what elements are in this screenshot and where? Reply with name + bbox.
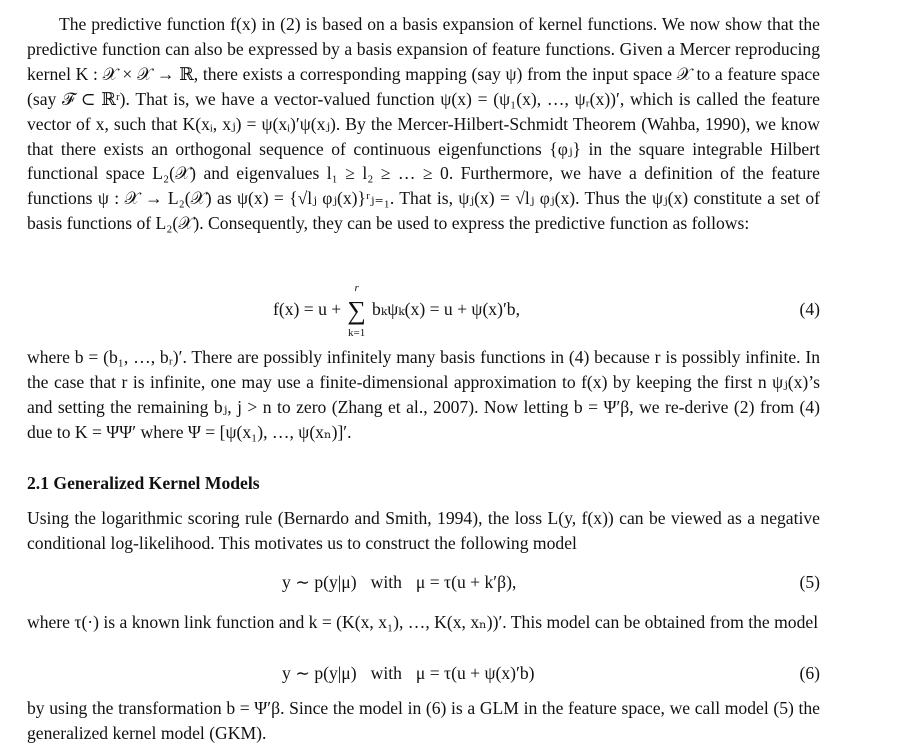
equation-6 (27, 660, 820, 686)
equation-5-with: with (370, 572, 402, 592)
equation-5-number: (5) (799, 572, 820, 592)
equation-5-right: μ = τ(u + k′β), (415, 572, 517, 592)
section-heading: 2.1 Generalized Kernel Models (27, 473, 260, 493)
equation-4 (27, 281, 820, 339)
equation-6-right: μ = τ(u + ψ(x)′b) (415, 663, 535, 683)
equation-6-number: (6) (799, 663, 820, 683)
equation-4-lhs: f(x) = u + (273, 299, 342, 319)
summation-upper-limit: r (354, 281, 359, 294)
paragraph-after-eq4: where b = (b₁, …, bᵣ)′. There are possibly infinitely many basis functions in (4) because r is possibly infinite. In the case that r is infinite, one may use a finite-dimensional approximation to f(x) by keeping the first n ψⱼ(x)’s and setting the remaining bⱼ, j > n to zero (Zhang et al., 2007). Now letting b = Ψ′β, we re-derive (2) from (4) due to K = ΨΨ′ where Ψ = [ψ(x₁), …, ψ(xₙ)]′. (27, 347, 820, 442)
equation-6-with: with (370, 663, 402, 683)
paragraph-gkm-intro: Using the logarithmic scoring rule (Bernardo and Smith, 1994), the loss L(y, f(x)) can be viewed as a negative conditional log-likelihood. This motivates us to construct the following model (27, 508, 820, 553)
equation-4-rhs: bₖψₖ(x) = u + ψ(x)′b, (372, 299, 520, 319)
equation-5-left: y ∼ p(y|μ) (282, 572, 357, 592)
equation-5 (27, 569, 820, 595)
equation-6-left: y ∼ p(y|μ) (282, 663, 357, 683)
summation-symbol: r ∑ k=1 (346, 298, 368, 324)
paragraph-feature-functions: The predictive function f(x) in (2) is based on a basis expansion of kernel functions. We now show that the predictive function can also be expressed by a basis expansion of feature functions. Given a Mercer reproducing kernel K : 𝒳 × 𝒳 → ℝ, there exists a corresponding mapping (say ψ) from the input space 𝒳 to a feature space (say ℱ ⊂ ℝʳ). That is, we have a vector-valued function ψ(x) = (ψ₁(x), …, ψᵣ(x))′, which is called the feature vector of x, such that K(xᵢ, xⱼ) = ψ(xᵢ)′ψ(xⱼ). By the Mercer-Hilbert-Schmidt Theorem (Wahba, 1990), we know that there exists an orthogonal sequence of continuous eigenfunctions {φⱼ} in the square integrable Hilbert functional space L₂(𝒳) and eigenvalues l₁ ≥ l₂ ≥ … ≥ 0. Furthermore, we have a definition of the feature functions ψ : 𝒳 → L₂(𝒳) as ψ(x) = {√lⱼ φⱼ(x)}ʳⱼ₌₁. That is, ψⱼ(x) = √lⱼ φⱼ(x). Thus the ψⱼ(x) constitute a set of basis functions of L₂(𝒳). Consequently, they can be used to express the predictive function as follows: (27, 14, 820, 234)
paragraph-after-eq5: where τ(·) is a known link function and k = (K(x, x₁), …, K(x, xₙ))′. This model can be obtained from the model (27, 612, 819, 632)
equation-4-number: (4) (799, 299, 820, 319)
summation-lower-limit: k=1 (348, 326, 366, 339)
paragraph-after-eq6: by using the transformation b = Ψ′β. Since the model in (6) is a GLM in the feature space, we call model (5) the generalized kernel model (GKM). (27, 698, 820, 743)
